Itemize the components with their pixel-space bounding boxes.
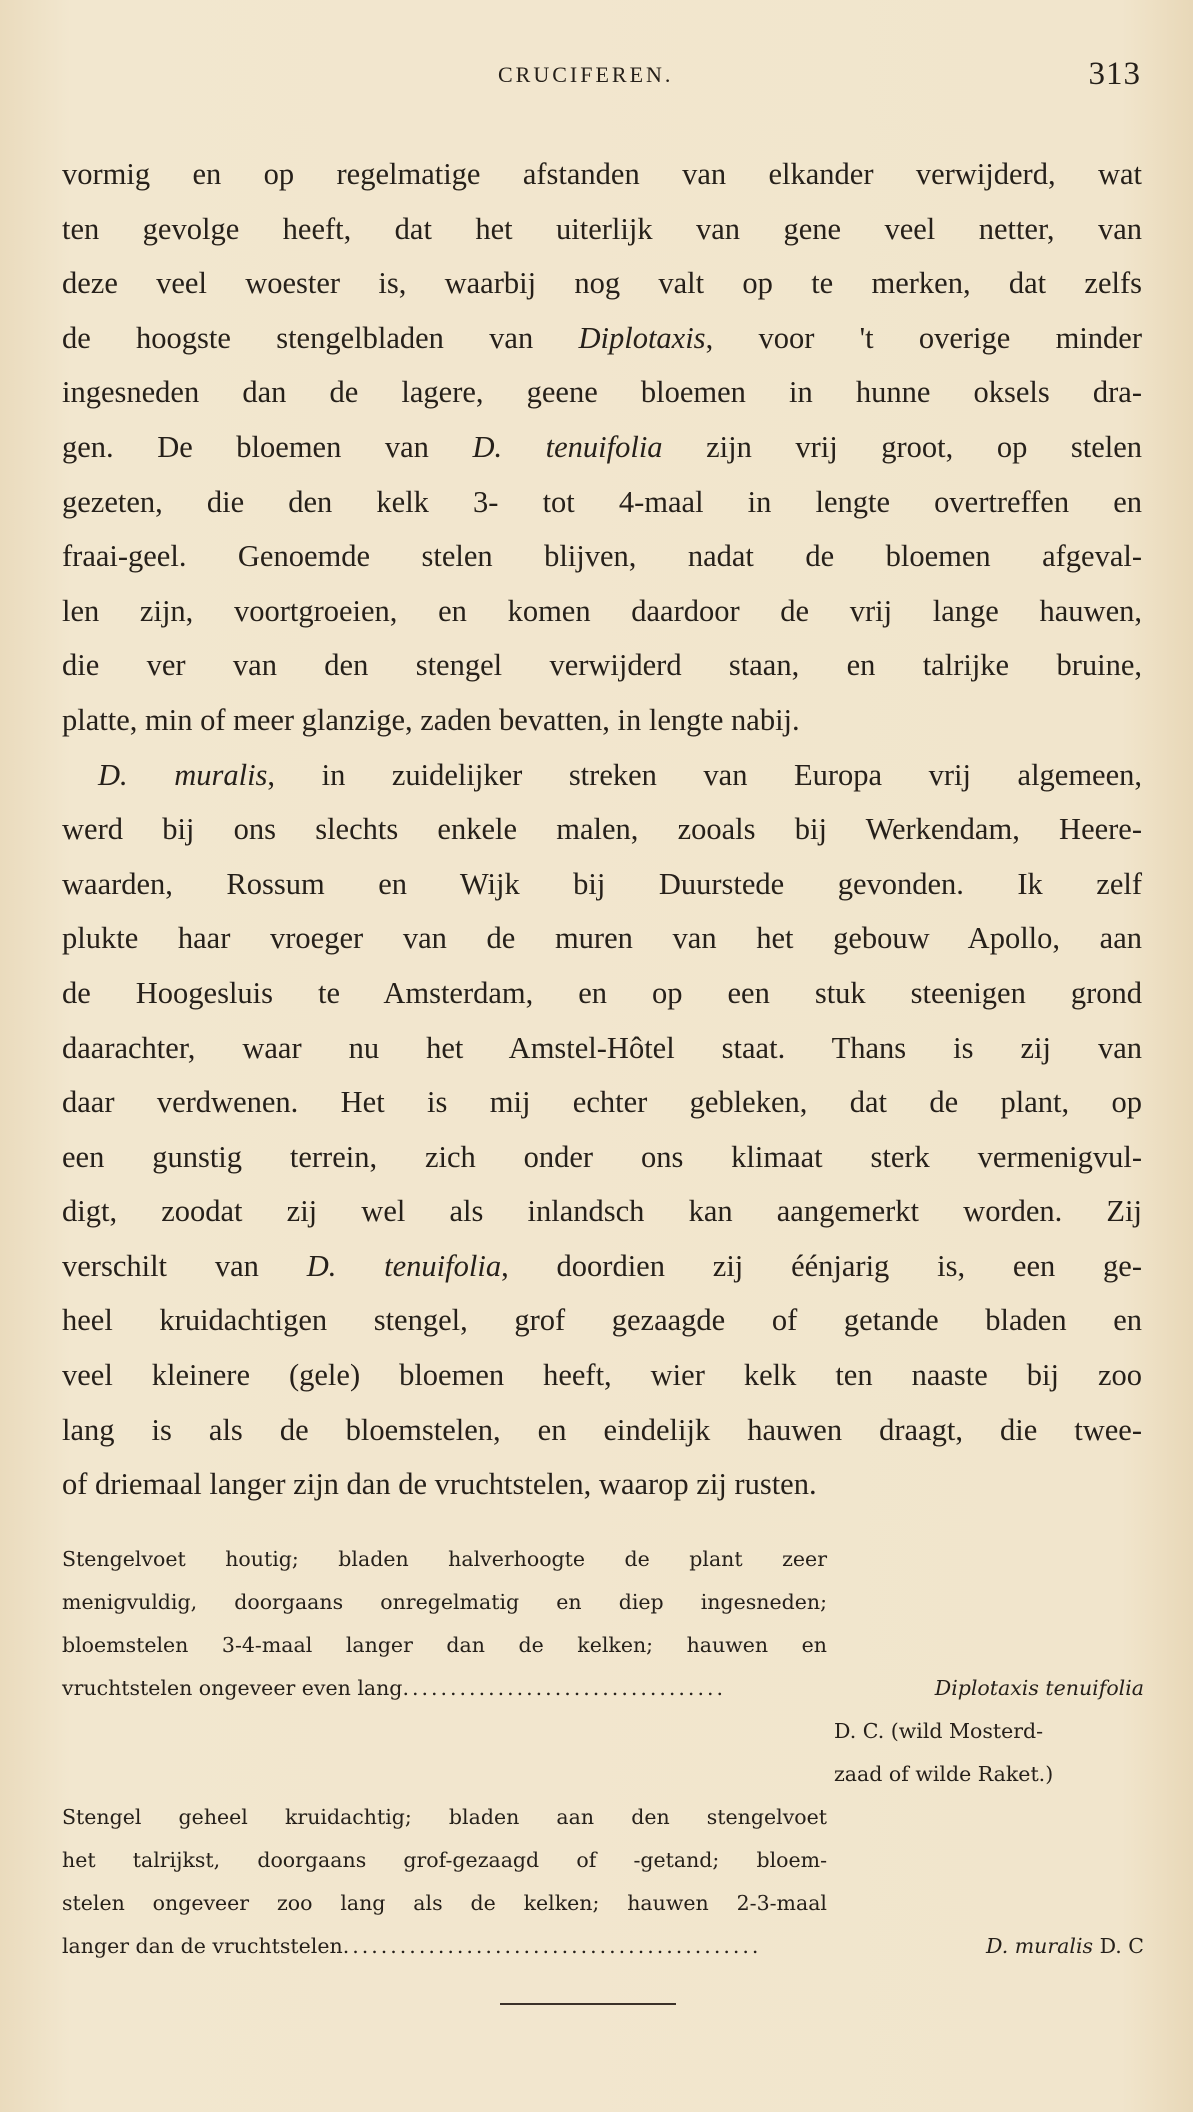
leader-dots: ............................................ [342,1934,762,1958]
text-line [62,311,1142,366]
key-entry-diplotaxis-muralis [62,1796,1144,1968]
italic-taxon: D. tenuifolia [472,429,663,464]
taxon-author: D. C. (wild Mosterd- [834,1719,1044,1743]
text-segment: , voor 't overige minder [705,320,1142,355]
key-line: het talrijkst, doorgaans grof-gezaagd of -getand; bloem- [62,1848,827,1872]
italic-taxon: D. tenuifolia [306,1248,502,1283]
text-line: waarden, Rossum en Wijk bij Duurstede gevonden. Ik zelf [62,866,1142,901]
key-line: Stengel geheel kruidachtig; bladen aan den stengelvoet [62,1805,827,1829]
key-line-final [62,1925,1144,1968]
text-line: daar verdwenen. Het is mij echter gebleken, dat de plant, op [62,1085,1142,1120]
running-head: CRUCIFEREN. [498,62,674,87]
key-line-final [62,1667,1144,1710]
text-segment: de hoogste stengelbladen van [62,320,579,355]
key-line: bloemstelen 3-4-maal langer dan de kelken; hauwen en [62,1633,827,1657]
taxon-common-name: zaad of wilde Raket.) [834,1762,1054,1786]
taxon-name: Diplotaxis tenuifolia [934,1676,1144,1700]
text-segment: , in zuidelijker streken van Europa vrij algemeen, [267,757,1142,792]
italic-taxon: Diplotaxis [578,320,706,355]
key-entry-diplotaxis-tenuifolia [62,1538,1144,1796]
text-line: plukte haar vroeger van de muren van het gebouw Apollo, aan [62,921,1142,956]
text-segment: , doordien zij éénjarig is, een ge- [501,1248,1143,1283]
text-line: deze veel woester is, waarbij nog valt op te merken, dat zelfs [62,266,1142,301]
identification-key [62,1538,1144,1968]
taxon-name: D. muralis [985,1934,1094,1958]
text-line: veel kleinere (gele) bloemen heeft, wier kelk ten naaste bij zoo [62,1358,1142,1393]
text-line: daarachter, waar nu het Amstel-Hôtel staat. Thans is zij van [62,1030,1142,1065]
key-line: menigvuldig, doorgaans onregelmatig en diep ingesneden; [62,1590,827,1614]
text-segment: verschilt van [62,1248,307,1283]
body-text [62,147,1142,1512]
text-line: fraai-geel. Genoemde stelen blijven, nadat de bloemen afgeval- [62,539,1142,574]
key-line-text: vruchtstelen ongeveer even lang [62,1676,403,1700]
text-line: lang is als de bloemstelen, en eindelijk hauwen draagt, die twee- [62,1412,1142,1447]
key-line: Stengelvoet houtig; bladen halverhoogte de plant zeer [62,1547,827,1571]
text-line [62,1239,1142,1294]
page-number: 313 [1088,56,1141,92]
text-line: ten gevolge heeft, dat het uiterlijk van gene veel netter, van [62,211,1142,246]
text-line: een gunstig terrein, zich onder ons klimaat sterk vermenigvul- [62,1139,1142,1174]
text-line [62,748,1142,803]
page-header [0,56,1193,100]
key-line: stelen ongeveer zoo lang als de kelken; hauwen 2-3-maal [62,1891,827,1915]
text-line: digt, zoodat zij wel als inlandsch kan aangemerkt worden. Zij [62,1194,1142,1229]
text-line: ingesneden dan de lagere, geene bloemen in hunne oksels dra- [62,375,1142,410]
text-line: len zijn, voortgroeien, en komen daardoor de vrij lange hauwen, [62,593,1142,628]
leader-dots: .................................. [402,1676,726,1700]
text-line: of driemaal langer zijn dan de vruchtstelen, waarop zij rusten. [62,1467,817,1502]
italic-taxon: D. muralis [98,757,268,792]
text-line: gezeten, die den kelk 3- tot 4-maal in lengte overtreffen en [62,484,1142,519]
taxon-author [1093,1925,1144,1968]
text-segment: gen. De bloemen van [62,429,473,464]
text-line: die ver van den stengel verwijderd staan, en talrijke bruine, [62,648,1142,683]
taxon-author-text: D. C [1099,1934,1144,1958]
text-segment: zijn vrij groot, op stelen [662,429,1142,464]
text-line: de Hoogesluis te Amsterdam, en op een stuk steenigen grond [62,975,1142,1010]
section-rule [500,2003,676,2005]
text-line: vormig en op regelmatige afstanden van elkander verwijderd, wat [62,157,1142,191]
text-line: platte, min of meer glanzige, zaden bevatten, in lengte nabij. [62,702,800,737]
text-line: werd bij ons slechts enkele malen, zooals bij Werkendam, Heere- [62,812,1142,847]
text-line [62,420,1142,475]
key-line-text: langer dan de vruchtstelen [62,1934,343,1958]
text-line: heel kruidachtigen stengel, grof gezaagde of getande bladen en [62,1303,1142,1338]
